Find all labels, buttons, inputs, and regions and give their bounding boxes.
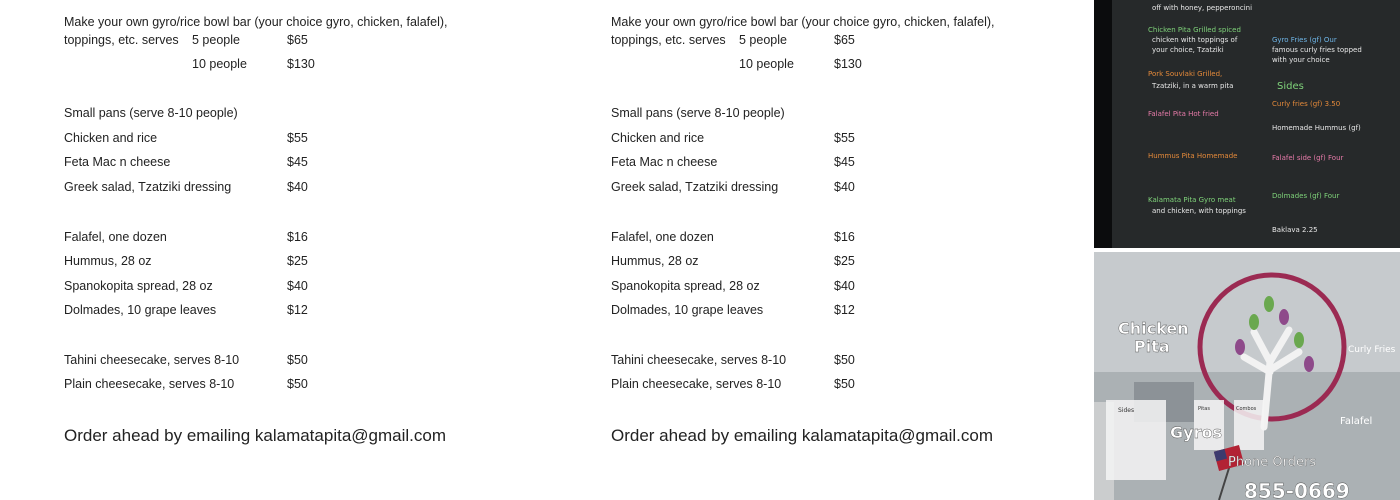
chalkboard xyxy=(1112,0,1400,248)
menu-item-name: Spanokopita spread, 28 oz xyxy=(611,279,760,293)
storefront-window-photo xyxy=(1094,252,1400,500)
chalk-heading: Sides xyxy=(1277,81,1304,92)
window-scene xyxy=(1094,252,1400,500)
chalk-text: Falafel Pita Hot fried xyxy=(1148,110,1219,118)
order-ahead-line: Order ahead by emailing kalamatapita@gmail.com xyxy=(64,426,446,445)
board-frame xyxy=(1094,0,1112,248)
menu-item-price: $25 xyxy=(287,254,308,268)
menu-item-name: Falafel, one dozen xyxy=(611,230,714,244)
bowl-option-price: $130 xyxy=(287,57,315,71)
menu-item-name: Greek salad, Tzatziki dressing xyxy=(611,180,779,194)
menu-item-name: Dolmades, 10 grape leaves xyxy=(611,303,764,317)
menu-item-name: Spanokopita spread, 28 oz xyxy=(64,279,213,293)
menu-item-name: Hummus, 28 oz xyxy=(611,254,699,268)
menu-item-price: $16 xyxy=(834,230,855,244)
decal-pita: Pita xyxy=(1134,337,1170,356)
chalk-text: Chicken Pita Grilled spiced xyxy=(1148,26,1241,34)
menu-item-name: Dolmades, 10 grape leaves xyxy=(64,303,217,317)
chalk-text: Baklava 2.25 xyxy=(1272,226,1318,234)
menu-item-name: Chicken and rice xyxy=(64,131,158,145)
menu-item-name: Plain cheesecake, serves 8-10 xyxy=(611,377,782,391)
menu-item-price: $12 xyxy=(834,303,855,317)
menu-item-price: $55 xyxy=(287,131,308,145)
decal-falafel: Falafel xyxy=(1340,416,1373,427)
bowl-option-price: $130 xyxy=(834,57,862,71)
menu-item-price: $25 xyxy=(834,254,855,268)
sign-combos: Combos xyxy=(1236,406,1257,412)
decal-phone-orders: Phone Orders xyxy=(1228,455,1317,470)
bowl-option-price: $65 xyxy=(834,33,855,47)
bowl-option-price: $65 xyxy=(287,33,308,47)
menu-item-name: Feta Mac n cheese xyxy=(611,155,718,169)
menu-item-name: Feta Mac n cheese xyxy=(64,155,171,169)
chalk-text: famous curly fries topped xyxy=(1272,46,1362,54)
intro-line-2: toppings, etc. serves xyxy=(611,33,726,47)
chalk-text: Falafel side (gf) Four xyxy=(1272,154,1344,162)
menu-item-price: $50 xyxy=(834,353,855,367)
chalk-text: Pork Souvlaki Grilled, xyxy=(1148,70,1223,78)
menu-item-price: $12 xyxy=(287,303,308,317)
order-ahead-line: Order ahead by emailing kalamatapita@gmail.com xyxy=(611,426,993,445)
chalk-text: Hummus Pita Homemade xyxy=(1148,152,1238,160)
menu-item-price: $40 xyxy=(287,279,308,293)
menu-item-price: $45 xyxy=(834,155,855,169)
bowl-option-people: 10 people xyxy=(192,57,247,71)
chalk-text: Homemade Hummus (gf) xyxy=(1272,124,1361,132)
bowl-option-people: 5 people xyxy=(739,33,787,47)
chalk-text: your choice, Tzatziki xyxy=(1152,46,1224,54)
chalk-text: Tzatziki, in a warm pita xyxy=(1152,82,1234,90)
menu-item-price: $40 xyxy=(287,180,308,194)
small-pans-heading: Small pans (serve 8-10 people) xyxy=(611,106,785,120)
intro-line-2: toppings, etc. serves xyxy=(64,33,179,47)
chalk-text: Dolmades (gf) Four xyxy=(1272,192,1340,200)
menu-panel-left xyxy=(0,0,547,500)
intro-line-1: Make your own gyro/rice bowl bar (your choice gyro, chicken, falafel), xyxy=(64,15,448,29)
bowl-option-people: 5 people xyxy=(192,33,240,47)
menu-item-price: $40 xyxy=(834,279,855,293)
bowl-option-people: 10 people xyxy=(739,57,794,71)
decal-gyros: Gyros xyxy=(1170,423,1222,442)
sign-sides: Sides xyxy=(1118,407,1135,414)
menu-item-name: Tahini cheesecake, serves 8-10 xyxy=(611,353,787,367)
chalk-text: Curly fries (gf) 3.50 xyxy=(1272,100,1341,108)
small-pans-heading: Small pans (serve 8-10 people) xyxy=(64,106,238,120)
menu-panel-right xyxy=(547,0,1094,500)
intro-line-1: Make your own gyro/rice bowl bar (your choice gyro, chicken, falafel), xyxy=(611,15,995,29)
chalk-text: Gyro Fries (gf) Our xyxy=(1272,36,1337,44)
menu-item-name: Hummus, 28 oz xyxy=(64,254,152,268)
chalk-text: chicken with toppings of xyxy=(1152,36,1238,44)
menu-item-price: $50 xyxy=(287,353,308,367)
menu-item-price: $16 xyxy=(287,230,308,244)
menu-item-price: $40 xyxy=(834,180,855,194)
chalkboard-photo xyxy=(1094,0,1400,248)
menu-item-price: $45 xyxy=(287,155,308,169)
menu-item-name: Plain cheesecake, serves 8-10 xyxy=(64,377,235,391)
chalk-text: with your choice xyxy=(1272,56,1330,64)
decal-curly-fries: Curly Fries xyxy=(1348,345,1396,355)
menu-item-price: $55 xyxy=(834,131,855,145)
sign-pitas: Pitas xyxy=(1198,406,1210,412)
menu-item-name: Falafel, one dozen xyxy=(64,230,167,244)
menu-item-price: $50 xyxy=(834,377,855,391)
menu-item-name: Greek salad, Tzatziki dressing xyxy=(64,180,232,194)
chalk-text: Kalamata Pita Gyro meat xyxy=(1148,196,1236,204)
decal-phone-number: 855-0669 xyxy=(1244,479,1350,500)
chalk-text: and chicken, with toppings xyxy=(1152,207,1246,215)
menu-item-price: $50 xyxy=(287,377,308,391)
menu-item-name: Chicken and rice xyxy=(611,131,705,145)
chalk-text: off with honey, pepperoncini xyxy=(1152,4,1253,12)
decal-chicken: Chicken xyxy=(1118,319,1189,338)
menu-item-name: Tahini cheesecake, serves 8-10 xyxy=(64,353,240,367)
